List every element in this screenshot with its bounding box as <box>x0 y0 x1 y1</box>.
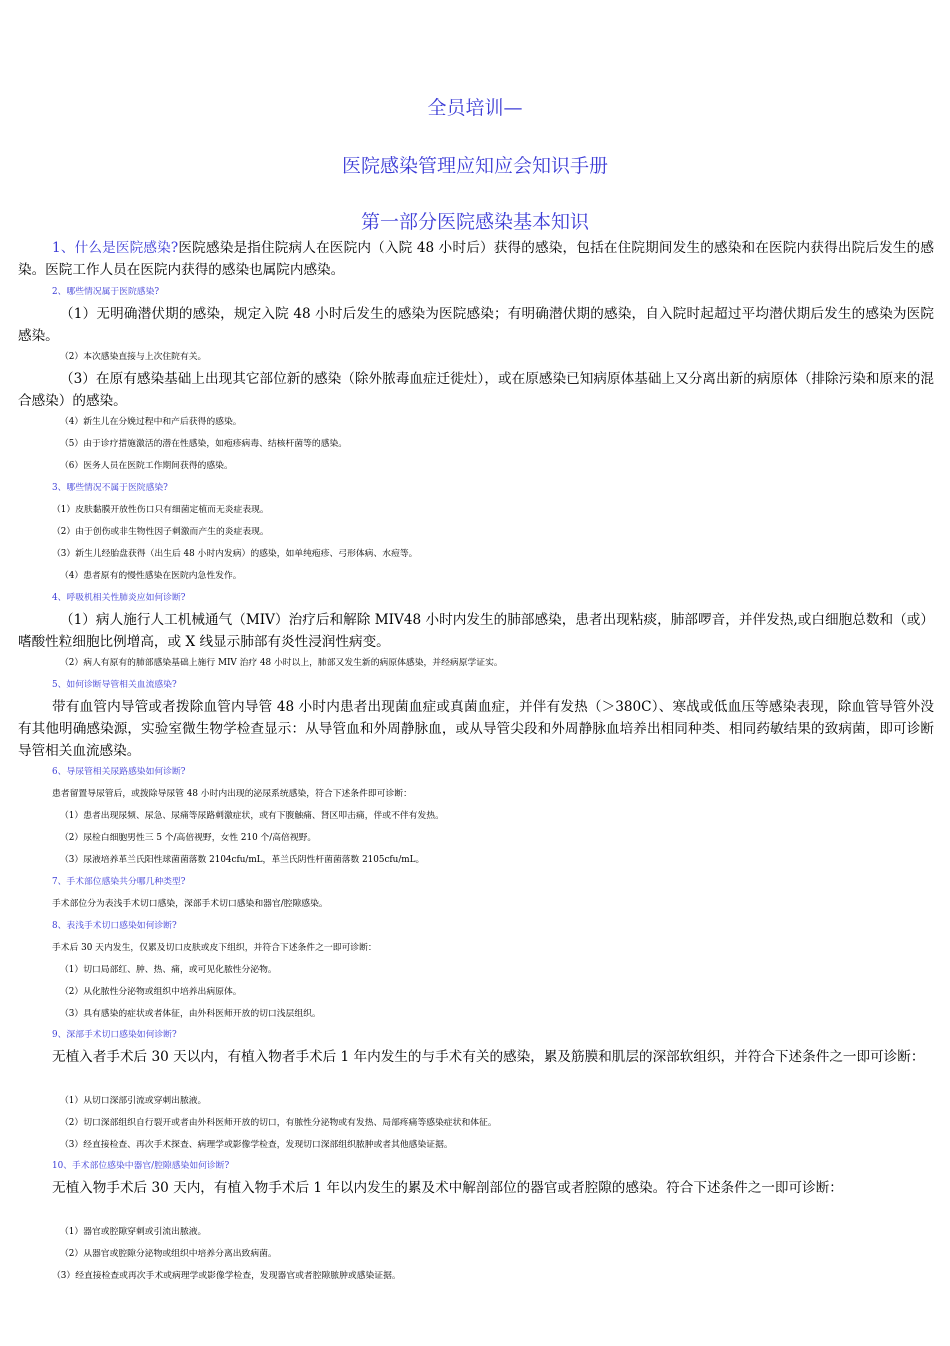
q2-item: （6）医务人员在医院工作期间获得的感染。 <box>60 461 233 471</box>
q8-question: 8、表浅手术切口感染如何诊断? <box>52 921 177 931</box>
q5-question: 5、如何诊断导管相关血流感染? <box>52 680 177 690</box>
q6-item: （1）患者出现尿频、尿急、尿痛等尿路刺激症状，或有下腹触痛、肾区叩击痛，伴或不伴有发热。 <box>60 811 444 821</box>
q8-item: （3）具有感染的症状或者体征，由外科医师开放的切口浅层组织。 <box>60 1009 321 1019</box>
q8-item: （1）切口局部红、肿、热、痛，或可见化脓性分泌物。 <box>60 965 277 975</box>
q1-paragraph <box>18 238 934 282</box>
q9-item: （1）从切口深部引流或穿刺出脓液。 <box>60 1096 207 1106</box>
q8-item: （2）从化脓性分泌物或组织中培养出病原体。 <box>60 987 242 997</box>
section-title: 第一部分医院感染基本知识 <box>360 211 589 233</box>
q1-question: 1、什么是医院感染? <box>52 240 179 256</box>
q1-answer: 医院感染是指住院病人在医院内（入院 48 小时后）获得的感染，包括在住院期间发生的感染和在医院内获得出院后发生的感染。医院工作人员在医院内获得的感染也属院内感染。 <box>18 240 935 278</box>
q4-item: （1）病人施行人工机械通气（MIV）治疗后和解除 MIV48 小时内发生的肺部感染，患者出现粘痰，肺部啰音，并伴发热,或白细胞总数和（或）嗜酸性粒细胞比例增高，或 X 线显示肺部有炎性浸润性病变。 <box>18 612 934 650</box>
q6-answer: 患者留置导尿管后，或拨除导尿管 48 小时内出现的泌尿系统感染，符合下述条件即可诊断： <box>52 789 412 799</box>
q8-answer: 手术后 30 天内发生，仅累及切口皮肤或皮下组织，并符合下述条件之一即可诊断： <box>52 943 377 953</box>
q9-item: （3）经直接检查、再次手术探查、病理学或影像学检查，发现切口深部组织脓肿或者其他感染证据。 <box>60 1140 453 1150</box>
manual-title: 医院感染管理应知应会知识手册 <box>341 155 608 177</box>
q3-item: （2）由于创伤或非生物性因子刺激而产生的炎症表现。 <box>52 527 269 537</box>
q10-item: （3）经直接检查或再次手术或病理学或影像学检查，发现器官或者腔隙脓肿或感染证据。 <box>52 1271 401 1281</box>
q7-question: 7、手术部位感染共分哪几种类型? <box>52 877 186 887</box>
q4-question: 4、呼吸机相关性肺炎应如何诊断? <box>52 593 186 603</box>
q10-item: （2）从器官或腔隙分泌物或组织中培养分离出致病菌。 <box>60 1249 277 1259</box>
q3-item: （1）皮肤黏膜开放性伤口只有细菌定植而无炎症表现。 <box>52 505 269 515</box>
q6-item: （2）尿检白细胞男性三 5 个/高倍视野，女性 210 个/高倍视野。 <box>60 833 317 843</box>
q2-item: （5）由于诊疗措施激活的潜在性感染，如疱疹病毒、结核杆菌等的感染。 <box>60 439 348 449</box>
q6-question: 6、导尿管相关尿路感染如何诊断? <box>52 767 186 777</box>
q4-item: （2）病人有原有的肺部感染基础上施行 MIV 治疗 48 小时以上，肺部又发生新的病原体感染，并经病原学证实。 <box>60 658 503 668</box>
q3-item: （3）新生儿经胎盘获得（出生后 48 小时内发病）的感染，如单纯疱疹、弓形体病、水痘等。 <box>52 549 418 559</box>
q9-answer: 无植入者手术后 30 天以内，有植入物者手术后 1 年内发生的与手术有关的感染，累及筋膜和肌层的深部软组织，并符合下述条件之一即可诊断： <box>52 1049 925 1065</box>
q7-answer: 手术部位分为表浅手术切口感染，深部手术切口感染和器官/腔隙感染。 <box>52 899 328 909</box>
q2-item: （3）在原有感染基础上出现其它部位新的感染（除外脓毒血症迁徙灶），或在原感染已知病原体基础上又分离出新的病原体（排除污染和原来的混合感染）的感染。 <box>18 371 934 409</box>
q9-item: （2）切口深部组织自行裂开或者由外科医师开放的切口，有脓性分泌物或有发热、局部疼痛等感染症状和体征。 <box>60 1118 497 1128</box>
q10-answer: 无植入物手术后 30 天内，有植入物手术后 1 年以内发生的累及术中解剖部位的器官或者腔隙的感染。符合下述条件之一即可诊断： <box>52 1180 843 1196</box>
q3-question: 3、哪些情况不属于医院感染? <box>52 483 168 493</box>
q2-question: 2、哪些情况属于医院感染? <box>52 287 160 297</box>
training-title: 全员培训— <box>427 97 523 119</box>
q3-item: （4）患者原有的慢性感染在医院内急性发作。 <box>60 571 242 581</box>
q10-item: （1）器官或腔隙穿刺或引流出脓液。 <box>60 1227 207 1237</box>
q2-item: （4）新生儿在分娩过程中和产后获得的感染。 <box>60 417 242 427</box>
q5-answer: 带有血管内导管或者拨除血管内导管 48 小时内患者出现菌血症或真菌血症，并伴有发热（＞380C）、寒战或低血压等感染表现，除血管导管外没有其他明确感染源，实验室微生物学检查显示：从导管血和外周静脉血，或从导管尖段和外周静脉血培养出相同种类、相同药敏结果的致病菌，即可诊断导管相关血流感染。 <box>18 699 934 759</box>
q2-item: （1）无明确潜伏期的感染，规定入院 48 小时后发生的感染为医院感染；有明确潜伏期的感染，自入院时起超过平均潜伏期后发生的感染为医院感染。 <box>18 306 934 344</box>
q9-question: 9、深部手术切口感染如何诊断? <box>52 1030 177 1040</box>
q10-question: 10、手术部位感染中器官/腔隙感染如何诊断? <box>52 1161 230 1171</box>
q2-item: （2）本次感染直接与上次住院有关。 <box>60 352 207 362</box>
q6-item: （3）尿液培养革兰氏阳性球菌菌落数 2104cfu/mL，革兰氏阴性杆菌菌落数 2105cfu/mL。 <box>60 855 425 865</box>
